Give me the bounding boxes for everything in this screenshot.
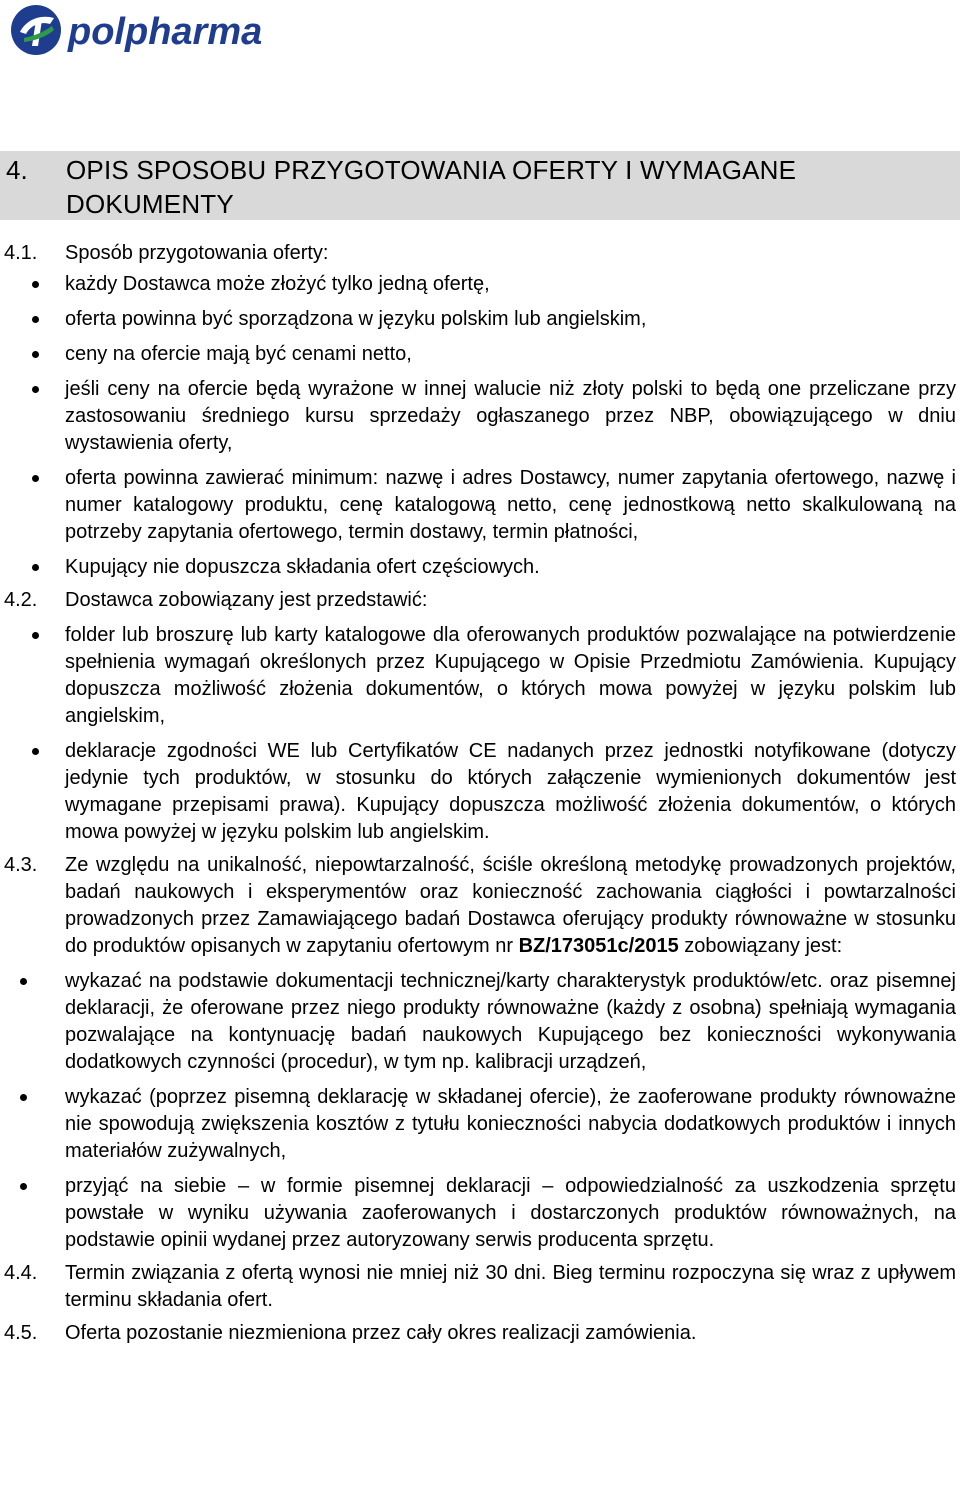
polpharma-logo bbox=[8, 2, 298, 58]
inquiry-reference: BZ/173051c/2015 bbox=[518, 935, 679, 957]
bullet-icon bbox=[32, 748, 39, 755]
list-item: deklaracje zgodności WE lub Certyfikatów CE nadanych przez jednostki notyfikowane (dotyczy jedynie tych produktów, w stosunku do których załączenie wymienionych dokumentów jest wymagane przepisami prawa). Kupujący dopuszcza możliwość złożenia dokumentów, o których mowa powyżej w języku polskim lub angielskim. bbox=[0, 738, 960, 846]
bullet-icon bbox=[32, 351, 39, 358]
section-4-5 bbox=[0, 1320, 960, 1347]
section-text: Oferta pozostanie niezmieniona przez cały okres realizacji zamówienia. bbox=[65, 1322, 697, 1344]
list-item: folder lub broszurę lub karty katalogowe dla oferowanych produktów pozwalające na potwierdzenie spełnienia wymagań określonych przez Kupującego w Opisie Przedmiotu Zamówienia. Kupujący dopuszcza możliwość złożenia dokumentów, o których mowa powyżej w języku polskim lub angielskim, bbox=[0, 622, 960, 730]
section-4-2 bbox=[0, 587, 960, 846]
list-item: oferta powinna zawierać minimum: nazwę i adres Dostawcy, numer zapytania ofertowego, nazwę i numer katalogowy produktu, cenę katalogową netto, cenę jednostkową netto skalkulowaną na potrzeby zapytania ofertowego, termin dostawy, termin płatności, bbox=[0, 465, 960, 546]
bullet-icon bbox=[32, 632, 39, 639]
bullet-list bbox=[0, 622, 960, 846]
section-number: 4.2. bbox=[4, 589, 38, 611]
heading-title: OPIS SPOSOBU PRZYGOTOWANIA OFERTY I WYMAGANE DOKUMENTY bbox=[66, 155, 797, 219]
list-item: przyjąć na siebie – w formie pisemnej deklaracji – odpowiedzialność za uszkodzenia sprzętu powstałe w wyniku używania zaoferowanych i dostarczonych produktów równoważnych, na podstawie opinii wydanej przez autoryzowany serwis producenta sprzętu. bbox=[0, 1173, 960, 1254]
section-4-3 bbox=[0, 852, 960, 1254]
section-number: 4.4. bbox=[4, 1262, 38, 1284]
bullet-list bbox=[0, 271, 960, 581]
logo-wordmark: polpharma bbox=[68, 11, 263, 53]
document-body bbox=[0, 232, 960, 1347]
bullet-icon bbox=[20, 1183, 27, 1190]
section-4-1 bbox=[0, 240, 960, 581]
section-title: Dostawca zobowiązany jest przedstawić: bbox=[65, 589, 428, 611]
list-item: jeśli ceny na ofercie będą wyrażone w innej walucie niż złoty polski to będą one przeliczane przy zastosowaniu średniego kursu sprzedaży ogłaszanego przez NBP, obowiązującego w dniu wystawienia oferty, bbox=[0, 376, 960, 457]
section-heading bbox=[0, 151, 960, 220]
bullet-icon bbox=[32, 386, 39, 393]
list-item: wykazać na podstawie dokumentacji technicznej/karty charakterystyk produktów/etc. oraz pisemnej deklaracji, że oferowane przez niego produkty równoważne (każdy z osobna) spełniają wymagania pozwalające na kontynuację badań naukowych Kupującego bez konieczności wykonywania dodatkowych czynności (procedur), w tym np. kalibracji urządzeń, bbox=[0, 968, 960, 1076]
section-number: 4.1. bbox=[4, 242, 38, 264]
section-number: 4.3. bbox=[4, 854, 38, 876]
bullet-icon bbox=[32, 281, 39, 288]
list-item: ceny na ofercie mają być cenami netto, bbox=[0, 341, 960, 368]
bullet-icon bbox=[20, 978, 27, 985]
bullet-icon bbox=[32, 564, 39, 571]
list-item: oferta powinna być sporządzona w języku polskim lub angielskim, bbox=[0, 306, 960, 333]
bullet-icon bbox=[32, 316, 39, 323]
list-item: Kupujący nie dopuszcza składania ofert częściowych. bbox=[0, 554, 960, 581]
bullet-icon bbox=[20, 1094, 27, 1101]
heading-number: 4. bbox=[6, 155, 28, 185]
section-intro: Ze względu na unikalność, niepowtarzalność, ściśle określoną metodykę prowadzonych projektów, badań naukowych i eksperymentów oraz konieczność zachowania ciągłości i powtarzalności prowadzonych przez Zamawiającego badań Dostawca oferujący produkty równoważne w stosunku do produktów opisanych w zapytaniu ofertowym nr BZ/173051c/2015 zobowiązany jest: bbox=[65, 854, 956, 957]
section-number: 4.5. bbox=[4, 1322, 38, 1344]
bullet-list bbox=[0, 968, 960, 1254]
section-4-4 bbox=[0, 1260, 960, 1314]
bullet-icon bbox=[32, 475, 39, 482]
section-text: Termin związania z ofertą wynosi nie mniej niż 30 dni. Bieg terminu rozpoczyna się wraz z upływem terminu składania ofert. bbox=[65, 1262, 956, 1311]
list-item: wykazać (poprzez pisemną deklarację w składanej ofercie), że zaoferowane produkty równoważne nie spowodują zwiększenia kosztów z tytułu konieczności nabycia dodatkowych produktów i innych materiałów zużywalnych, bbox=[0, 1084, 960, 1165]
section-title: Sposób przygotowania oferty: bbox=[65, 242, 329, 264]
list-item: każdy Dostawca może złożyć tylko jedną ofertę, bbox=[0, 271, 960, 298]
